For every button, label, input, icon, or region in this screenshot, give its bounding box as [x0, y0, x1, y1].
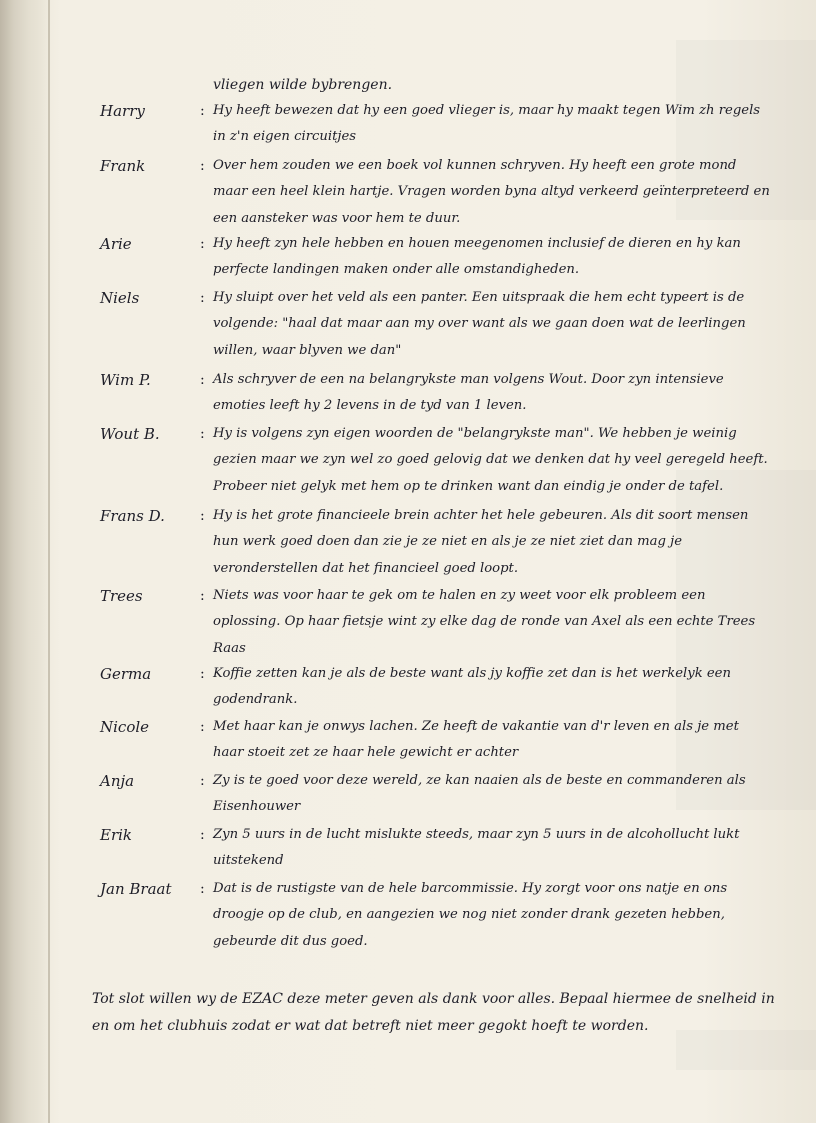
entry-description: Dat is de rustigste van de hele barcommissie. Hy zorgt voor ons natje en ons droogje op de club, en aangezien we nog niet zonder drank gezeten hebben, gebeurde dit dus goed.: [213, 881, 728, 949]
entry-name: Wim P.: [100, 371, 151, 389]
entry-name: Wout B.: [100, 425, 160, 443]
entry-colon: :: [200, 426, 205, 442]
entry-description: Zy is te goed voor deze wereld, ze kan naaien als de beste en commanderen als Eisenhouwer: [213, 773, 746, 815]
entry-description: Met haar kan je onwys lachen. Ze heeft de vakantie van d'r leven en als je met haar stoeit zet ze haar hele gewicht er achter: [213, 719, 739, 761]
entry-colon: :: [200, 719, 205, 735]
entry-name: Arie: [100, 235, 132, 253]
entry-description: Als schryver de een na belangrykste man volgens Wout. Door zyn intensieve emoties leeft hy 2 levens in de tyd van 1 leven.: [213, 372, 724, 414]
entry-description: Over hem zouden we een boek vol kunnen schryven. Hy heeft een grote mond maar een heel klein hartje. Vragen worden byna altyd verkeerd geïnterpreteerd en een aansteker was voor hem te duur.: [213, 158, 770, 226]
entry-colon: :: [200, 372, 205, 388]
entry-description: Hy sluipt over het veld als een panter. Een uitspraak die hem echt typeert is de volgende: "haal dat maar aan my over want als we gaan doen wat de leerlingen willen, waar blyven we dan": [213, 290, 746, 358]
entry-name: Niels: [100, 289, 140, 307]
entry-colon: :: [200, 666, 205, 682]
page-binding-shadow: [0, 0, 50, 1123]
entry-colon: :: [200, 290, 205, 306]
entry-colon: :: [200, 236, 205, 252]
entry-description: Zyn 5 uurs in de lucht mislukte steeds, maar zyn 5 uurs in de alcohollucht lukt uitstekend: [213, 827, 740, 869]
entry-colon: :: [200, 881, 205, 897]
entry-name: Nicole: [100, 718, 150, 736]
entry-name: Frans D.: [100, 507, 165, 525]
entry-description: Hy heeft bewezen dat hy een goed vlieger is, maar hy maakt tegen Wim zh regels in z'n eigen circuitjes: [213, 103, 761, 145]
entry-colon: :: [200, 103, 205, 119]
entry-description: Hy is het grote financieele brein achter het hele gebeuren. Als dit soort mensen hun werk goed doen dan zie je ze niet en als je ze niet ziet dan mag je veronderstellen dat het financieel goed loopt.: [213, 508, 749, 576]
entry-colon: :: [200, 508, 205, 524]
entry-description: Hy heeft zyn hele hebben en houen meegenomen inclusief de dieren en hy kan perfecte landingen maken onder alle omstandigheden.: [213, 236, 741, 278]
entry-colon: :: [200, 588, 205, 604]
page-fold-line: [48, 0, 50, 1123]
entry-name: Harry: [100, 102, 145, 120]
entry-description: Hy is volgens zyn eigen woorden de "belangrykste man". We hebben je weinig gezien maar we zyn wel zo goed gelovig dat we denken dat hy veel geregeld heeft. Probeer niet gelyk met hem op te drinken want dan eindig je onder de tafel.: [213, 426, 768, 494]
entry-name: Erik: [100, 826, 133, 844]
entry-name: Germa: [100, 665, 152, 683]
entry-description: Niets was voor haar te gek om te halen en zy weet voor elk probleem een oplossing. Op haar fietsje wint zy elke dag de ronde van Axel als een echte Trees Raas: [213, 588, 756, 656]
entry-colon: :: [200, 827, 205, 843]
entry-colon: :: [200, 158, 205, 174]
entry-name: Frank: [100, 157, 146, 175]
entry-name: Trees: [100, 587, 143, 605]
entry-name: Anja: [100, 772, 135, 790]
entry-colon: :: [200, 773, 205, 789]
entry-name: Jan Braat: [100, 880, 172, 898]
entry-description: Koffie zetten kan je als de beste want als jy koffie zet dan is het werkelyk een godendrank.: [213, 666, 731, 708]
lead-line: vliegen wilde bybrengen.: [213, 77, 393, 93]
closing-paragraph: Tot slot willen wy de EZAC deze meter geven als dank voor alles. Bepaal hiermee de snelheid in en om het clubhuis zodat er wat dat betreft niet meer gegokt hoeft te worden.: [92, 991, 775, 1034]
